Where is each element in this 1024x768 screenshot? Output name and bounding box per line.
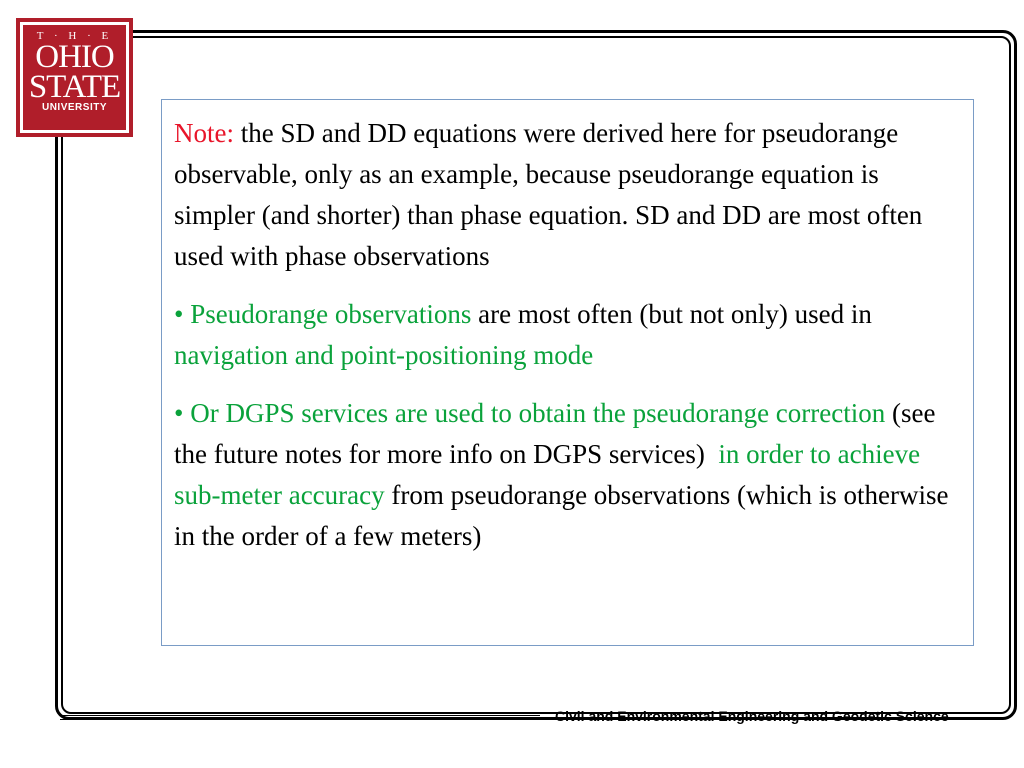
bullet-dgps <box>174 393 961 557</box>
bullet1-highlight-2: navigation and point-positioning mode <box>174 340 594 370</box>
logo-ohio: OHIO <box>35 39 114 75</box>
footer-rule <box>60 715 540 720</box>
bullet2-text-2: from pseudorange observations (which is otherwise in the order of a few meters) <box>174 480 949 551</box>
bullet2-text-1: (see the future notes for more info on DGPS services) <box>174 398 943 469</box>
note-text-box <box>161 99 974 646</box>
ohio-state-logo <box>16 18 133 137</box>
note-text: the SD and DD equations were derived here for pseudorange observable, only as an example, because pseudorange equation is simpler (and shorter) than phase equation. SD and DD are most often used with phase observations <box>174 118 923 271</box>
logo-the: T · H · E <box>36 30 113 42</box>
bullet-pseudorange <box>174 294 961 376</box>
bullet2-highlight-2: in order to achieve sub-meter accuracy <box>174 439 921 510</box>
logo-state: STATE <box>28 69 121 105</box>
note-label: Note: <box>174 118 234 148</box>
bullet1-text-1: are most often (but not only) used in <box>471 299 872 329</box>
note-paragraph <box>174 113 961 277</box>
footer-department: Civil and Environmental Engineering and Geodetic Science <box>555 708 949 724</box>
bullet2-highlight-1: • Or DGPS services are used to obtain the pseudorange correction <box>174 398 886 428</box>
logo-university: UNIVERSITY <box>41 102 107 113</box>
bullet1-highlight-1: • Pseudorange observations <box>174 299 472 329</box>
